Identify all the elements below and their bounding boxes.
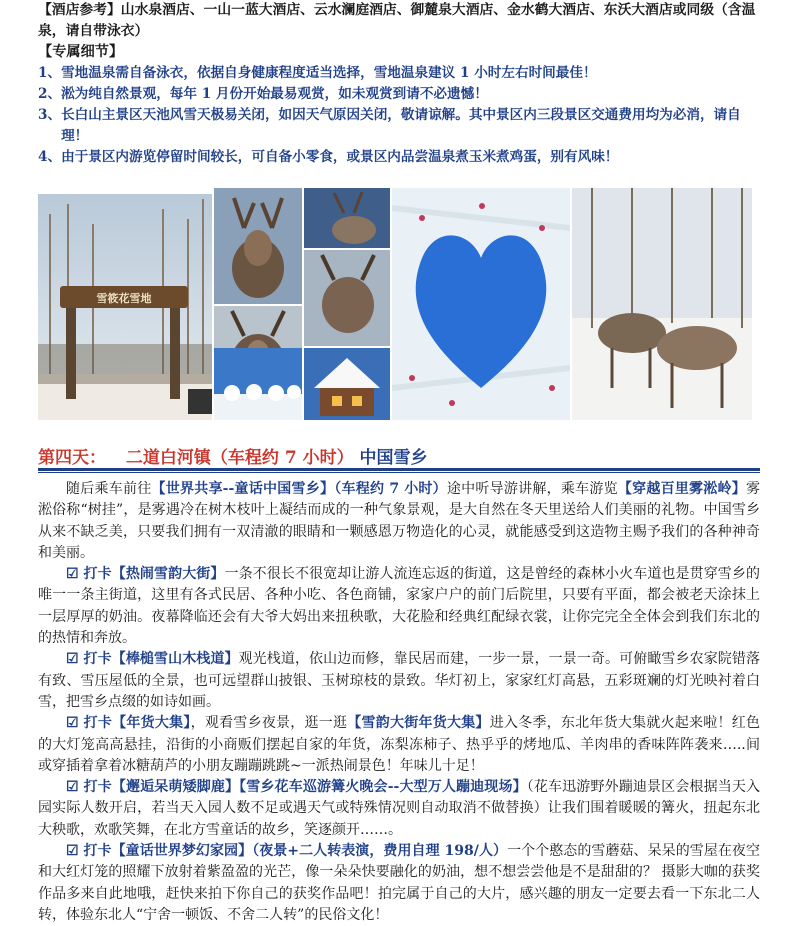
highlight: 【热闹雪韵大街】 bbox=[111, 566, 225, 583]
note-text: 雪地温泉需自备泳衣，依据自身健康程度适当选择，雪地温泉建议 1 小时左右时间最佳！ bbox=[61, 65, 597, 81]
text: 进入冬季，东北年货大集就火起来啦！红色的大灯笼高高悬挂，沿街的小商贩们摆起自家的年货，冻梨冻柿子、热乎乎的烤地瓜、羊肉串的香味阵阵袭来…..间或穿插着拿着冰糖葫芦的小朋友蹦蹦跳跳~一派热闹景色！年味儿十足！ bbox=[38, 715, 761, 774]
reindeer-illustration bbox=[304, 250, 390, 346]
hotel-reference bbox=[38, 0, 760, 63]
checkin-label: ☑ 打卡 bbox=[66, 843, 112, 860]
top-section bbox=[38, 0, 760, 168]
photo-reindeer-2 bbox=[304, 188, 390, 248]
heart-sky-illustration bbox=[392, 188, 570, 420]
snowmen-illustration bbox=[214, 348, 302, 420]
text: 雾淞俗称“树挂”，是雾遇冷在树木枝叶上凝结而成的一种气象景观，是大自然在冬天里送给人们美丽的礼物。中国雪乡从来不缺乏美，只要我们拥有一双清澈的眼睛和一颗感恩万物造化的心灵，就能感受到这造物主赐予我们的各种神奇和美丽。 bbox=[38, 481, 761, 561]
day-destination: 中国雪乡 bbox=[359, 448, 428, 468]
day-heading bbox=[38, 443, 760, 468]
highlight: 【邂逅呆萌矮脚鹿】【雪乡花车巡游篝火晚会--大型万人蹦迪现场】 bbox=[111, 779, 527, 796]
note-item bbox=[38, 147, 760, 168]
checkin-label: ☑ 打卡 bbox=[66, 651, 112, 668]
text: 观光栈道，依山边而修，靠民居而建，一步一景，一景一奇。可俯瞰雪乡农家院错落有致、雪压屋低的全景，也可远望群山披银、玉树琼枝的景致。华灯初上，家家红灯高悬，五彩斑斓的灯光映衬着白雪，把雪乡点缀的如诗如画。 bbox=[38, 651, 760, 710]
highlight: （车程约 7 小时） bbox=[334, 481, 447, 497]
photo-snow-gate bbox=[38, 194, 212, 420]
highlight: 【年货大集】 bbox=[112, 715, 191, 732]
photo-heart-sky bbox=[392, 188, 570, 420]
paragraph-snow-street bbox=[38, 564, 760, 649]
text: 一条不很长不很宽却让游人流连忘返的街道，这是曾经的森林小火车道也是贯穿雪乡的唯一一条主街道，这里有各式民居、各种小吃、各色商铺，家家户户的前门后院里，只要有平面，都会被老天涂抹上一层厚厚的奶油。夜幕降临还会有大爷大妈出来扭秧歌，大花脸和经典红配绿衣裳，让你完完全全体会到我们东北的的热情和奔放。 bbox=[38, 566, 760, 647]
gate-sign: 雪筱花雪地 bbox=[96, 292, 152, 305]
paragraph-dream-home bbox=[38, 841, 760, 926]
heading-divider bbox=[38, 468, 760, 471]
highlight: 【童话世界梦幻家园】（夜景+二人转表演，费用自理 198/人） bbox=[111, 843, 508, 860]
checkin-label: ☑ 打卡 bbox=[66, 566, 112, 583]
text: 途中听导游讲解，乘车游览 bbox=[446, 481, 618, 497]
checkin-label: ☑ 打卡 bbox=[66, 779, 112, 796]
gate-illustration bbox=[38, 194, 212, 420]
day-label: 第四天： bbox=[38, 448, 106, 468]
reindeer-forest-illustration bbox=[572, 188, 752, 420]
text: 一个个憨态的雪蘑菇、呆呆的雪屋在夜空和大红灯笼的照耀下放射着紫盈盈的光芒，像一朵朵快要融化的奶油，想不想尝尝他是不是甜甜的？ 摄影大咖的获奖作品多来自此地哦，赶快来拍下你自己的获奖作品吧！拍完属于自己的大片，感兴趣的朋友一定要去看一下东北二人转，体验东北人“宁舍一顿饭、不舍二人转”的民俗文化！ bbox=[38, 843, 760, 923]
paragraph-bonfire-party bbox=[38, 777, 760, 841]
photo-reindeer-1 bbox=[214, 188, 302, 304]
highlight: 【世界共享--童话中国雪乡】 bbox=[151, 481, 335, 497]
note-text: 由于景区内游览停留时间较长，可自备小零食，或景区内品尝温泉煮玉米煮鸡蛋，别有风味！ bbox=[61, 149, 619, 165]
checkin-label: ☑ 打卡 bbox=[66, 715, 113, 732]
heading-divider-thin bbox=[38, 472, 760, 473]
highlight: 【雪韵大街年货大集】 bbox=[347, 715, 490, 732]
note-text: 淞为纯自然景观，每年 1 月份开始最易观赏，如未观赏到请不必遗憾！ bbox=[61, 86, 488, 102]
note-number: 2、 bbox=[38, 86, 62, 102]
photo-snow-house bbox=[304, 348, 390, 420]
itinerary-body bbox=[38, 479, 760, 926]
note-item bbox=[38, 63, 760, 84]
reindeer-illustration bbox=[214, 188, 302, 304]
highlight: 【棒槌雪山木栈道】 bbox=[111, 651, 239, 668]
note-number: 1、 bbox=[38, 65, 62, 81]
text: （花车迅游野外蹦迪景区会根据当天入园实际人数开启，若当天入园人数不足或遇天气或特殊情况则自动取消不做替换）让我们围着暖暖的篝火，扭起东北大秧歌，欢歌笑舞，在北方雪童话的故乡，笑逐颜开……。 bbox=[38, 779, 760, 838]
highlight: 【穿越百里雾淞岭】 bbox=[617, 481, 747, 497]
note-item bbox=[38, 84, 760, 105]
paragraph-boardwalk bbox=[38, 649, 760, 713]
photo-collage bbox=[38, 188, 752, 420]
text: 随后乘车前往 bbox=[66, 481, 152, 497]
paragraph-new-year-market bbox=[38, 713, 760, 777]
photo-reindeer-4 bbox=[304, 250, 390, 346]
photo-reindeer-forest bbox=[572, 188, 752, 420]
day-route: 二道白河镇（车程约 7 小时） bbox=[125, 448, 354, 468]
note-text: 长白山主景区天池风雪天极易关闭，如因天气原因关闭，敬请谅解。其中景区内三段景区交通费用均为必消，请自理！ bbox=[61, 107, 741, 144]
hotel-ref-text: 【酒店参考】山水泉酒店、一山一蓝大酒店、云水澜庭酒店、御麓泉大酒店、金水鹤大酒店、东沃大酒店或同级（含温泉，请自带泳衣） bbox=[38, 2, 756, 39]
note-number: 3、 bbox=[38, 107, 62, 123]
text: ，观看雪乡夜景，逛一逛 bbox=[190, 715, 348, 732]
paragraph-intro bbox=[38, 479, 760, 564]
details-title: 【专属细节】 bbox=[38, 44, 124, 60]
notes-list bbox=[38, 63, 760, 168]
note-item bbox=[38, 105, 760, 147]
reindeer-illustration bbox=[304, 188, 390, 248]
note-number: 4、 bbox=[38, 149, 62, 165]
photo-snowmen bbox=[214, 348, 302, 420]
snow-house-illustration bbox=[304, 348, 390, 420]
